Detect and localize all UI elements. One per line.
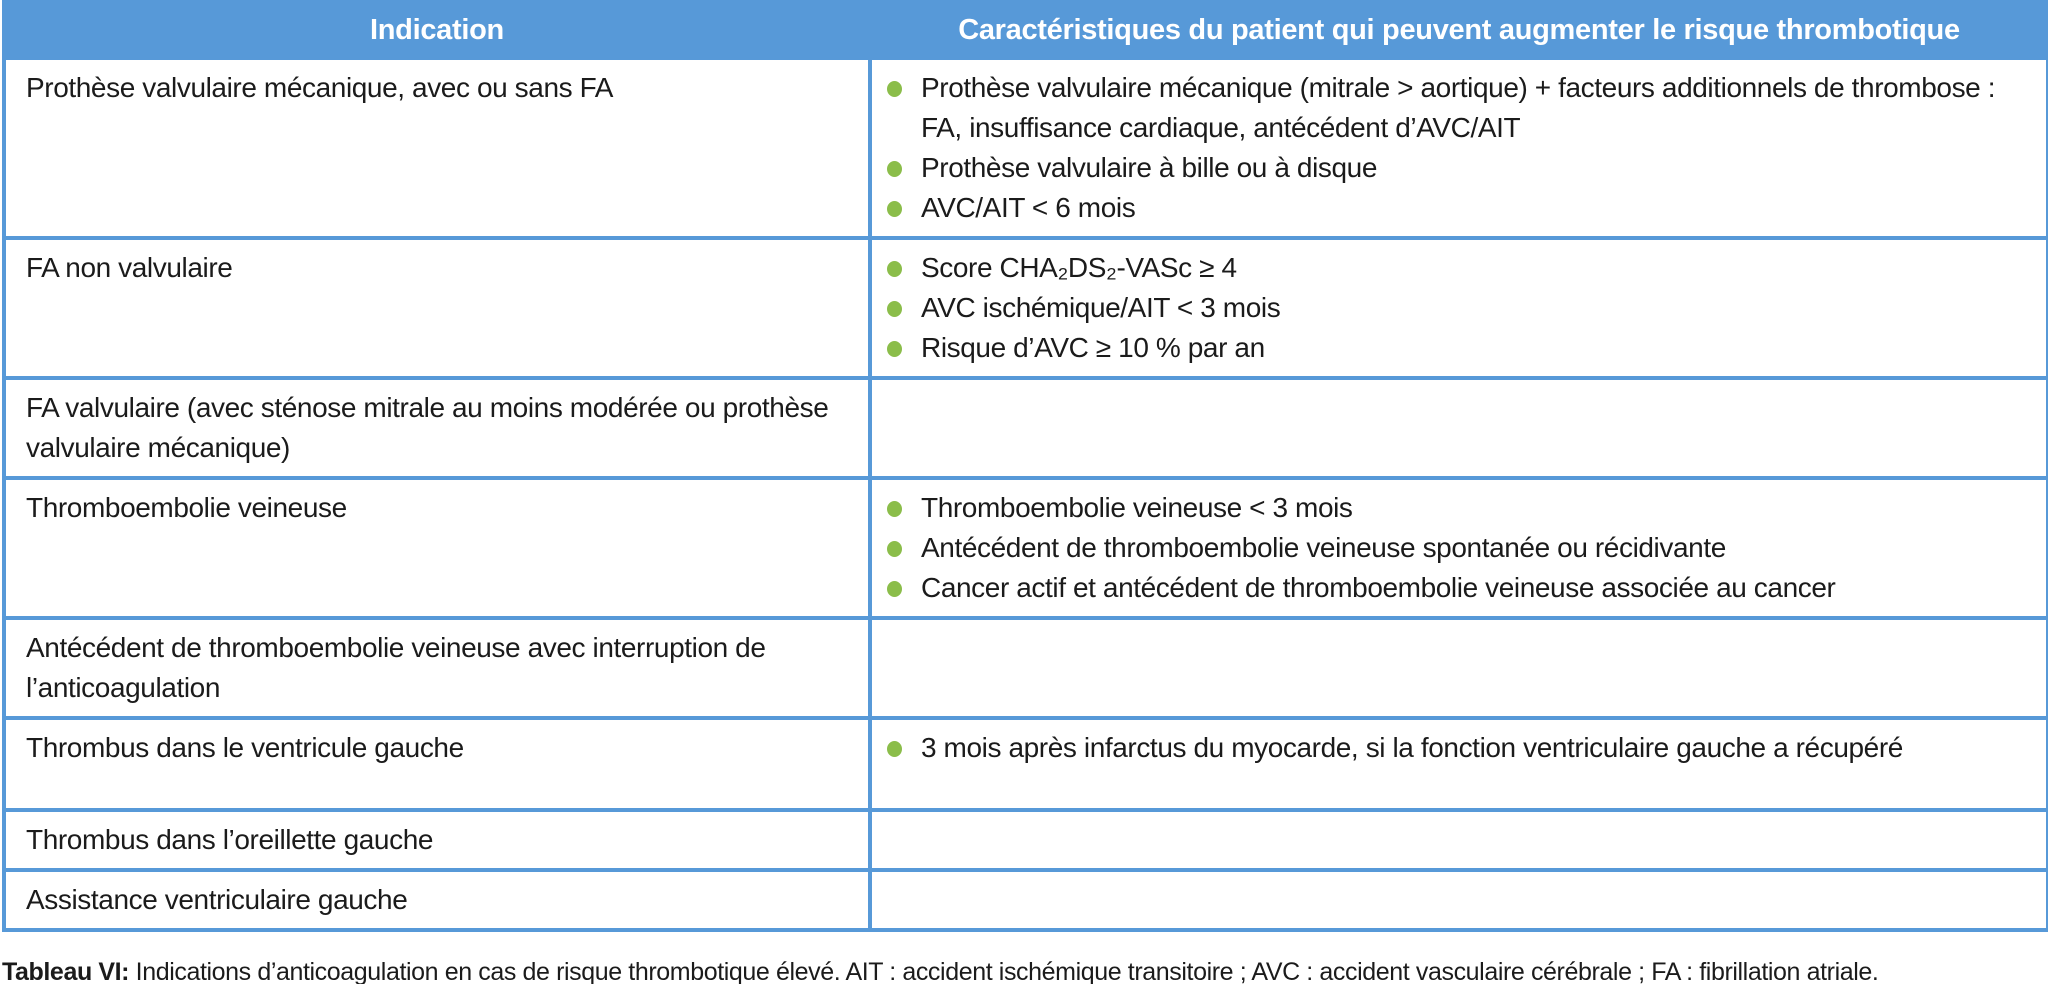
characteristic-item: Thromboembolie veineuse < 3 mois bbox=[884, 488, 2032, 528]
characteristic-item: AVC ischémique/AIT < 3 mois bbox=[884, 288, 2032, 328]
characteristic-item: Risque d’AVC ≥ 10 % par an bbox=[884, 328, 2032, 368]
anticoagulation-risk-table bbox=[2, 0, 2048, 932]
characteristics-cell bbox=[870, 718, 2048, 810]
indication-cell: FA valvulaire (avec sténose mitrale au moins modérée ou prothèse valvulaire mécanique) bbox=[4, 378, 870, 478]
table-row bbox=[4, 718, 2048, 810]
characteristics-cell bbox=[870, 58, 2048, 238]
characteristics-list bbox=[884, 488, 2032, 608]
characteristics-cell bbox=[870, 870, 2048, 930]
characteristics-list bbox=[884, 248, 2032, 368]
characteristic-item: Score CHA₂DS₂-VASc ≥ 4 bbox=[884, 248, 2032, 288]
characteristic-item: 3 mois après infarctus du myocarde, si la fonction ventriculaire gauche a récupéré bbox=[884, 728, 2032, 768]
indication-cell: Thrombus dans l’oreillette gauche bbox=[4, 810, 870, 870]
table-row bbox=[4, 238, 2048, 378]
header-cell-indication: Indication bbox=[4, 2, 870, 58]
header-row bbox=[4, 2, 2048, 58]
indication-cell: Antécédent de thromboembolie veineuse avec interruption de l’anticoagulation bbox=[4, 618, 870, 718]
characteristics-cell bbox=[870, 478, 2048, 618]
table-body bbox=[4, 58, 2048, 930]
indication-cell: FA non valvulaire bbox=[4, 238, 870, 378]
indication-cell: Thrombus dans le ventricule gauche bbox=[4, 718, 870, 810]
characteristics-cell bbox=[870, 238, 2048, 378]
characteristics-cell bbox=[870, 810, 2048, 870]
characteristics-cell bbox=[870, 378, 2048, 478]
table-row bbox=[4, 810, 2048, 870]
table-row bbox=[4, 58, 2048, 238]
table-header bbox=[4, 2, 2048, 58]
header-cell-characteristics: Caractéristiques du patient qui peuvent augmenter le risque thrombotique bbox=[870, 2, 2048, 58]
characteristic-item: Cancer actif et antécédent de thromboembolie veineuse associée au cancer bbox=[884, 568, 2032, 608]
table-row bbox=[4, 378, 2048, 478]
characteristic-item: Prothèse valvulaire mécanique (mitrale > aortique) + facteurs additionnels de thrombose : FA, insuffisance cardiaque, antécédent d’AVC/AIT bbox=[884, 68, 2032, 148]
characteristics-cell bbox=[870, 618, 2048, 718]
indication-cell: Prothèse valvulaire mécanique, avec ou sans FA bbox=[4, 58, 870, 238]
table-row bbox=[4, 618, 2048, 718]
characteristic-item: Prothèse valvulaire à bille ou à disque bbox=[884, 148, 2032, 188]
characteristic-item: Antécédent de thromboembolie veineuse spontanée ou récidivante bbox=[884, 528, 2032, 568]
caption-label: Tableau VI: bbox=[2, 958, 130, 984]
characteristics-list bbox=[884, 728, 2032, 768]
characteristic-item: AVC/AIT < 6 mois bbox=[884, 188, 2032, 228]
caption-text: Indications d’anticoagulation en cas de risque thrombotique élevé. AIT : accident ischémique transitoire ; AVC : accident vasculaire cérébrale ; FA : fibrillation atriale. bbox=[129, 958, 1879, 984]
characteristics-list bbox=[884, 68, 2032, 228]
table-row bbox=[4, 478, 2048, 618]
table-row bbox=[4, 870, 2048, 930]
indication-cell: Assistance ventriculaire gauche bbox=[4, 870, 870, 930]
indication-cell: Thromboembolie veineuse bbox=[4, 478, 870, 618]
table-caption bbox=[2, 956, 2048, 984]
